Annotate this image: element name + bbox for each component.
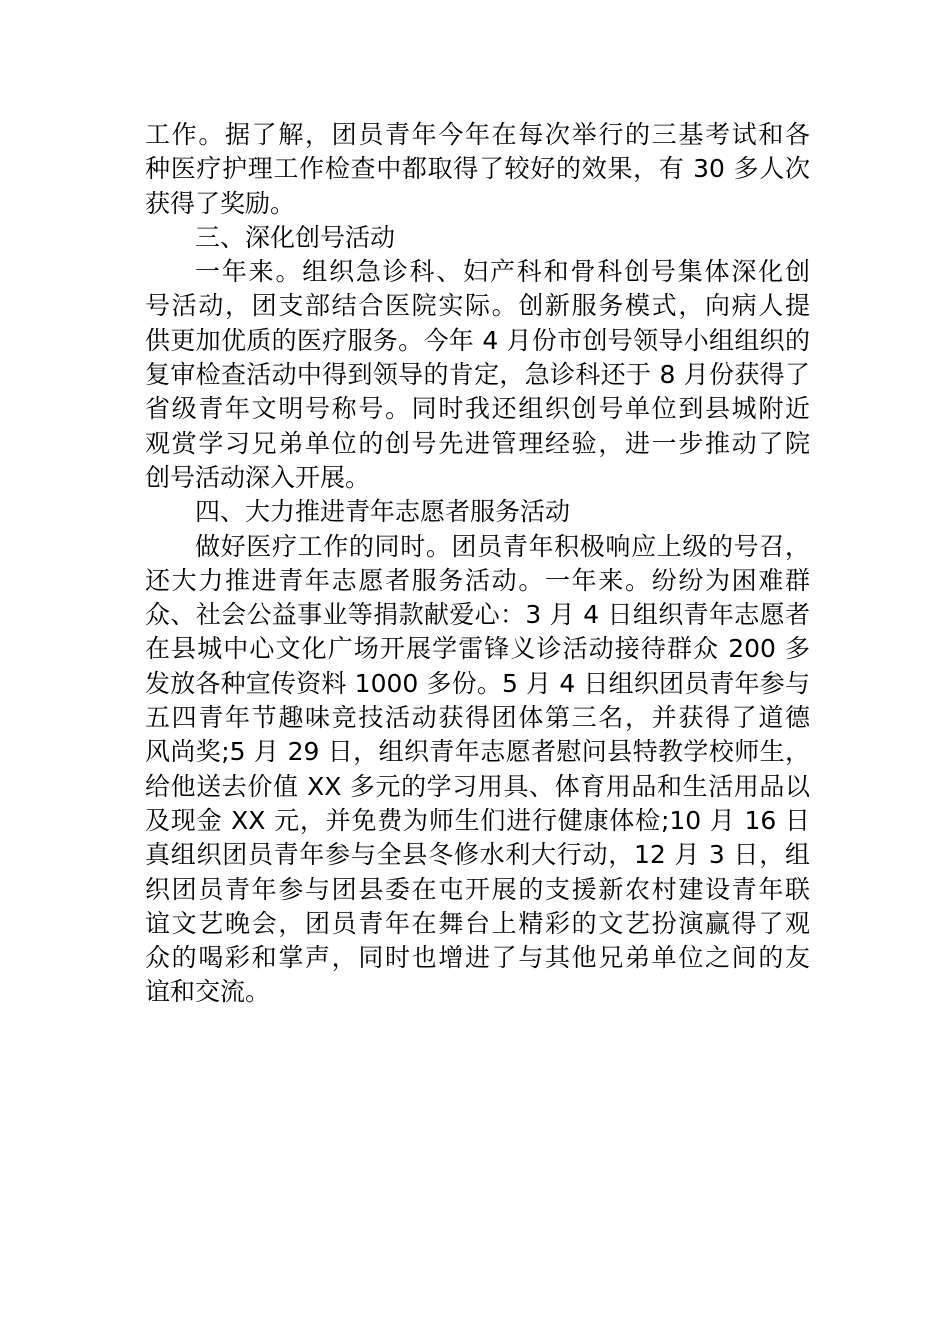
- text-line: 真组织团员青年参与全县冬修水利大行动，12 月 3 日，组: [145, 840, 810, 870]
- text-line: 风尚奖;5 月 29 日，组织青年志愿者慰问县特教学校师生，: [145, 737, 810, 767]
- text-line: 织团员青年参与团县委在屯开展的支援新农村建设青年联: [145, 874, 810, 904]
- section-heading: 四、大力推进青年志愿者服务活动: [195, 497, 571, 527]
- text-line: 谊和交流。: [145, 977, 271, 1007]
- text-line: 众、社会公益事业等捐款献爱心：3 月 4 日组织青年志愿者: [145, 600, 810, 630]
- text-line: 工作。据了解，团员青年今年在每次举行的三基考试和各: [145, 120, 810, 149]
- section-heading: 三、深化创号活动: [195, 222, 396, 252]
- text-line: 在县城中心文化广场开展学雷锋义诊活动接待群众 200 多: [145, 634, 810, 664]
- text-line: 众的喝彩和掌声，同时也增进了与其他兄弟单位之间的友: [145, 943, 810, 973]
- text-line: 号活动，团支部结合医院实际。创新服务模式，向病人提: [145, 291, 810, 321]
- text-line: 发放各种宣传资料 1000 多份。5 月 4 日组织团员青年参与: [145, 668, 810, 698]
- text-line: 谊文艺晚会，团员青年在舞台上精彩的文艺扮演赢得了观: [145, 908, 810, 938]
- text-line: 复审检查活动中得到领导的肯定，急诊科还于 8 月份获得了: [145, 360, 810, 390]
- text-line: 省级青年文明号称号。同时我还组织创号单位到县城附近: [145, 394, 810, 424]
- text-line: 做好医疗工作的同时。团员青年积极响应上级的号召，: [195, 531, 810, 561]
- text-line: 获得了奖励。: [145, 188, 296, 218]
- text-line: 给他送去价值 XX 多元的学习用具、体育用品和生活用品以: [145, 771, 810, 801]
- text-line: 种医疗护理工作检查中都取得了较好的效果，有 30 多人次: [145, 154, 810, 184]
- text-line: 观赏学习兄弟单位的创号先进管理经验，进一步推动了院: [145, 428, 810, 458]
- text-line: 供更加优质的医疗服务。今年 4 月份市创号领导小组组织的: [145, 325, 810, 355]
- text-line: 一年来。组织急诊科、妇产科和骨科创号集体深化创: [195, 257, 810, 287]
- text-line: 还大力推进青年志愿者服务活动。一年来。纷纷为困难群: [145, 565, 810, 595]
- text-line: 创号活动深入开展。: [145, 462, 371, 492]
- document-body: [145, 118, 810, 1010]
- text-line: 五四青年节趣味竞技活动获得团体第三名，并获得了道德: [145, 703, 810, 733]
- text-line: 及现金 XX 元，并免费为师生们进行健康体检;10 月 16 日: [145, 805, 810, 835]
